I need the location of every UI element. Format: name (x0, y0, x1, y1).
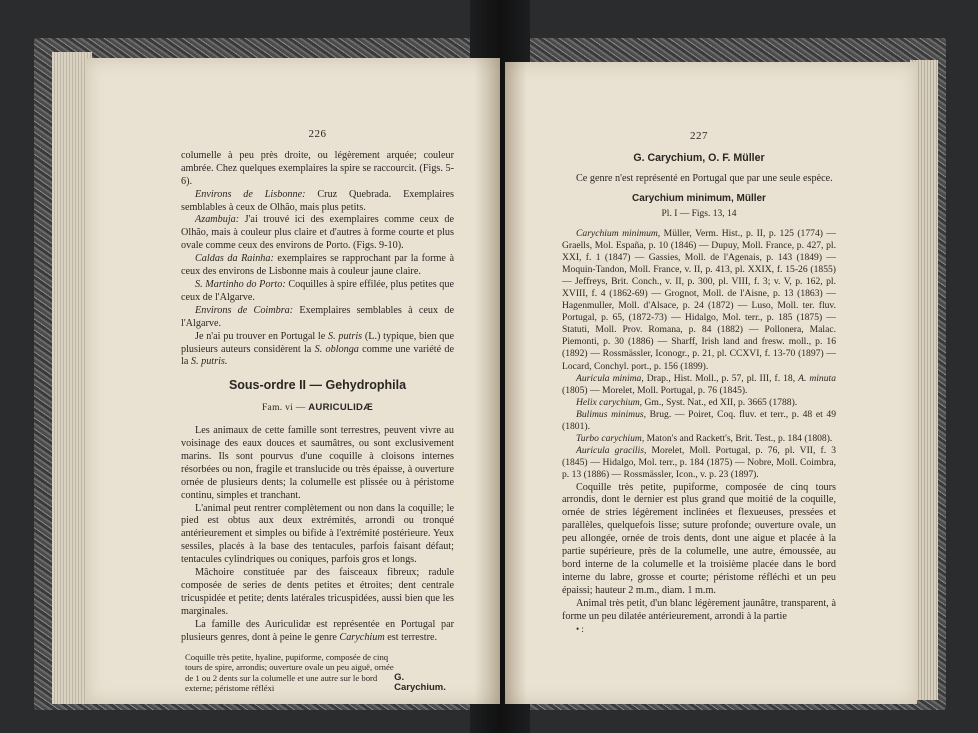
paragraph (562, 433, 836, 445)
left-paragraphs (181, 150, 454, 369)
paragraph (181, 567, 454, 619)
italic-text: Environs de Coimbra: (195, 304, 294, 316)
italic-text: Azambuja: (195, 214, 240, 226)
text-run: Brug. — Poiret, Coq. fluv. et terr., p. 48 et 49 (1801). (562, 408, 837, 433)
text-run: comme une variété de la (181, 343, 454, 368)
text-run: Mâchoire constituée par des faisceaux fibreux; radule composée de series de dents petites et étroites; dent centrale tricuspidée et petite; dents latérales tricuspidées, aussi bien que les marginales. (181, 567, 454, 617)
italic-text: Environs de Lisbonne: (195, 188, 306, 200)
text-run: Les animaux de cette famille sont terrestres, peuvent vivre au voisinage des eaux douces et saumâtres, ou sont exclusivement marins. Ils sont pourvus d'une coquille à cloisons internes résorbées ou non, fragile et translucide ou très épaisse, à ouverture ornée de plusieurs dents; la columelle est plissée ou à péristome continu, simples et tranchant. (181, 425, 454, 501)
text-run: L'animal peut rentrer complètement ou non dans la coquille; le pied est obtus aux deux extrémités, arrondi ou tronqué antérieurement et simples ou bifide à l'extrémité postérieure. Yeux sessiles, placés à la base des tentacules, parfois faisant défaut; tentacules cylindriques ou coniques, parfois gros et longs. (181, 502, 454, 566)
text-run: Morelet, Moll. Portugal, p. 76, pl. VII, f. 3 (1845) — Hidalgo, Mol. terr., p. 184 (1875) — Nobre, Moll. Coimbra, p. 13 (1886) — Rossmässler, Icon., v. p. 23 (1897). (562, 445, 836, 481)
paragraph (181, 331, 454, 370)
paragraph (181, 425, 454, 502)
italic-text: Carychium minimum, (576, 227, 661, 239)
paragraph (181, 214, 454, 253)
text-run: Gm., Syst. Nat., ed XII, p. 3665 (1788). (642, 396, 798, 408)
italic-text: Caldas da Rainha: (195, 253, 274, 265)
key-result: G. Carychium. (394, 671, 446, 694)
italic-text: S. oblonga (314, 343, 359, 355)
paragraph (181, 253, 454, 279)
paragraph (562, 397, 836, 409)
text-run: Müller, Verm. Hist., p. II, p. 125 (1774) — Graells, Mol. España, p. 10 (1846) — Dupuy, Moll. France, p. 427, pl. XXI, f. 1 (1847) — Gassies, Moll. de l'Agenais, p. 143 (1849) — Moquin-Tandon, Moll. France, v. II, p. 413, pl. XXIX, f. 15-26 (1855) — Jeffreys, Brit. Conch., v. II, p. 300, pl. VIII, f. 3; v. V, p. 162, pl. XVIII, f. 4 (1862-69) — Grognot, Moll. de l'Aisne, p. 13 (1863) — Hagenmuller, Moll. d'Alsace, p. 24 (1872) — Luso, Moll. ter. fluv. Portugal, p. 65, (1872-73) — Hidalgo, Mol. terr., p. 185 (1875) — Statuti, Moll. Prov. Romana, p. 84 (1882) — Pollonera, Malac. Piemonti, p. 30 (1886) — Sharff, Irish land and fresw. moll., p. 16 (1892) — Rossmässler, Iconogr., p. 21, pl. CCXVI, f. 13-70 (1897) — Locard, Conchyl. port., p. 156 (1899). (562, 227, 836, 372)
italic-text: Carychium (339, 631, 385, 643)
paragraph (562, 598, 836, 624)
paragraph (562, 409, 836, 433)
suborder-heading: Sous-ordre II — Gehydrophila (228, 378, 407, 393)
italic-text: Auricula minima, (576, 372, 644, 384)
italic-text: S. putris. (190, 356, 228, 368)
family-prefix: Fam. vi — (261, 403, 306, 414)
right-page-text (562, 130, 836, 636)
paragraph (181, 150, 454, 189)
family-heading (181, 402, 454, 415)
text-run: La famille des Auriculidæ est représentée en Portugal par plusieurs genres, dont à peine le genre (181, 618, 454, 643)
text-run: Maton's and Rackett's, Brit. Test., p. 184 (1808). (644, 433, 833, 445)
paragraph (181, 189, 454, 215)
genus-intro: Ce genre n'est représenté en Portugal que par une seule espèce. (576, 172, 833, 184)
species-heading: Carychium minimum, Müller (632, 192, 766, 204)
italic-text: A. minuta (798, 372, 836, 384)
italic-text: Bulimus minimus, (576, 408, 647, 420)
text-run: exemplaires se rapprochant par la forme à ceux des environs de Lisbonne mais à couleur jaune claire. (181, 253, 454, 278)
left-page-text (181, 128, 454, 694)
paragraph (562, 373, 836, 397)
genus-key (181, 652, 454, 694)
text-run: Exemplaires semblables à ceux de l'Algarve. (181, 304, 454, 329)
italic-text: Auricula gracilis, (576, 445, 647, 457)
text-run: (1805) — Morelet, Moll. Portugal, p. 76 (1845). (562, 384, 748, 396)
text-run: Je n'ai pu trouver en Portugal le (195, 330, 328, 342)
plate-reference: Pl. I — Figs. 13, 14 (661, 208, 737, 219)
paragraph (181, 503, 454, 568)
paragraph (562, 228, 836, 373)
page-number: 227 (690, 130, 708, 142)
text-run: Drap., Hist. Moll., p. 57, pl. III, f. 18, (643, 372, 799, 384)
text-run: est terrestre. (384, 631, 438, 643)
italic-text: Turbo carychium, (576, 433, 645, 445)
text-run: (L.) typique, bien que plusieurs auteurs considèrent la (181, 330, 454, 355)
family-name: AURICULIDÆ (308, 402, 374, 414)
species-description (562, 482, 836, 624)
text-run: J'ai trouvé ici des exemplaires comme ceux de Olhão, mais à couleur plus claire et d'autres à forme courte et plus ovale comme ceux des environs de Porto. (Figs. 9-10). (181, 214, 454, 252)
paragraph (562, 445, 836, 481)
genus-heading: G. Carychium, O. F. Müller (633, 151, 765, 164)
paragraph (181, 619, 454, 645)
italic-text: S. Martinho do Porto: (195, 278, 286, 290)
paragraph (181, 279, 454, 305)
key-text: Coquille très petite, hyaline, pupiforme, composée de cinq tours de spire, arrondis; ouverture ovale un peu aiguë, ornée de 1 ou 2 dents sur la columelle et une autre sur le bord externe; péristome réfléxi (185, 651, 394, 694)
italic-text: S. putris (328, 330, 363, 342)
trailing-marks: • : (576, 624, 584, 635)
text-run: Coquilles à spire effilée, plus petites que ceux de l'Algarve. (181, 278, 454, 303)
page-number: 226 (308, 128, 327, 140)
paragraph (181, 305, 454, 331)
text-run: columelle à peu près droite, ou légèrement arquée; couleur ambrée. Chez quelques exemplaires la spire se raccourcit. (Figs. 5-6). (181, 149, 454, 187)
paragraph (562, 482, 836, 598)
italic-text: Helix carychium, (576, 396, 643, 408)
text-run: Animal très petit, d'un blanc légèrement jaunâtre, transparent, à forme un peu dilatée antérieurement, arrondi à la partie (562, 597, 836, 622)
text-run: Coquille très petite, pupiforme, composée de cinq tours arrondis, dont le dernier est plus grand que moitié de la coquille, ornée de stries légèrement inclinées et flexueuses, pressées et parallèles, quelquefois lisse; suture profonde; ouverture ovale, un peu allongée, ornée de trois dents, dont une aigue et placée à la partie supérieure, près de la columelle, une autre, émoussée, au bord interne de la columelle et la troisième placée dans le bord interne du labre, grosse et courte; péristome réfléchi et un peu épaissi; hauteur 2 m.m., diam. 1 m.m. (562, 481, 836, 596)
synonymy-list (562, 228, 836, 482)
text-run: Cruz Quebrada. Exemplaires semblables à ceux de Olhão, mais plus petits. (181, 188, 454, 213)
family-description (181, 425, 454, 644)
